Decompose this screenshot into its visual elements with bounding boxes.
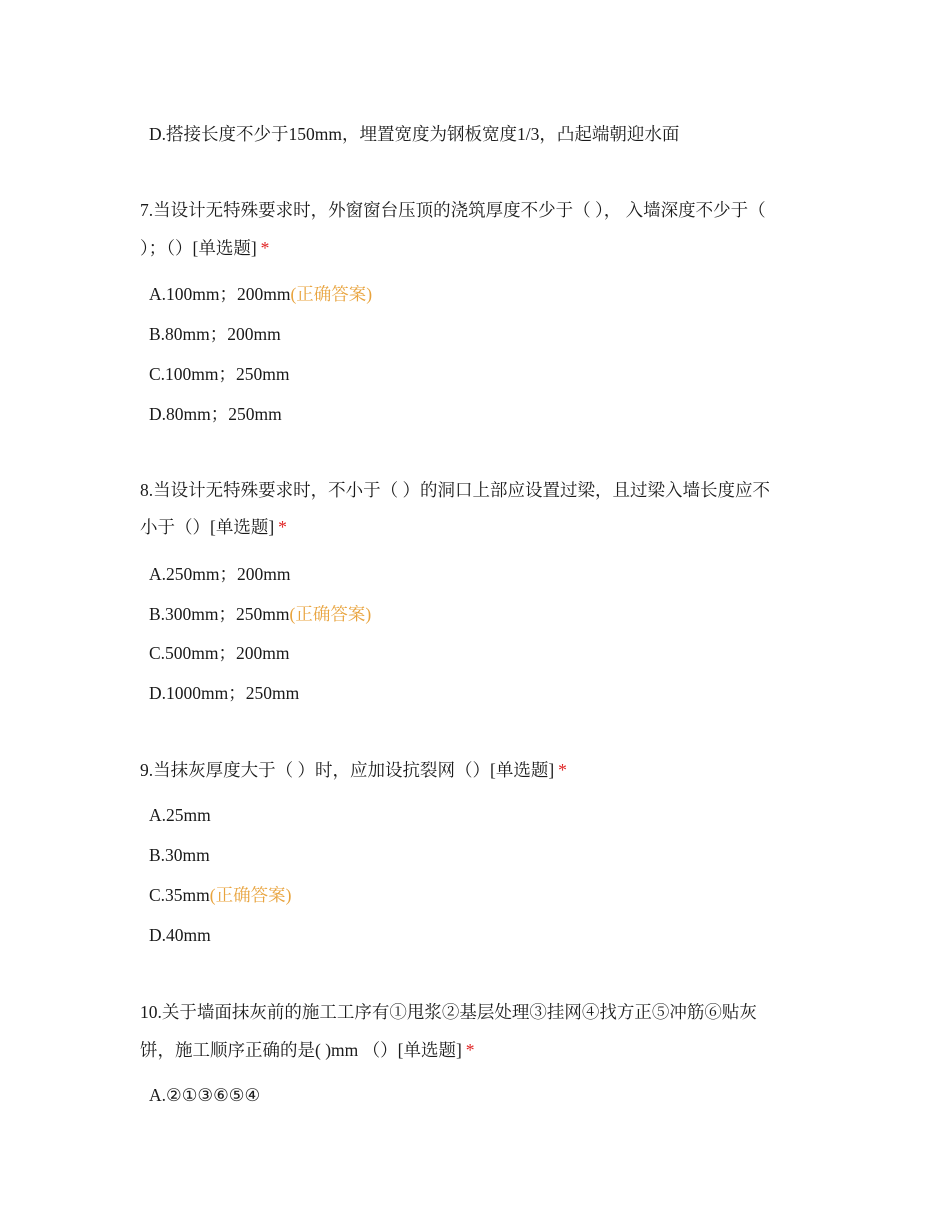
- option-item: [149, 363, 290, 385]
- option-item: [149, 844, 210, 866]
- option-item: [149, 603, 371, 625]
- option-item: [149, 884, 291, 906]
- option-label: D.80mm；250mm: [149, 404, 282, 424]
- question-10-text-line1: 10.关于墙面抹灰前的施工工序有①甩浆②基层处理③挂网④找方正⑤冲筋⑥贴灰: [140, 1002, 757, 1022]
- option-label: D.40mm: [149, 925, 211, 945]
- question-7-text-line2: ）；（）[单选题] *: [140, 238, 270, 258]
- correct-answer-mark: (正确答案): [290, 284, 373, 304]
- option-label: B.80mm；200mm: [149, 324, 281, 344]
- option-item: [149, 123, 679, 145]
- question-8-text-line1: 8.当设计无特殊要求时，不小于（ ）的洞口上部应设置过梁，且过梁入墙长度应不: [140, 480, 770, 500]
- option-label: A.250mm；200mm: [149, 564, 291, 584]
- question-8-text-line2: 小于（）[单选题] *: [140, 517, 287, 537]
- option-item: [149, 642, 290, 664]
- option-item: [149, 323, 281, 345]
- option-item: [149, 403, 282, 425]
- question-7-text-line1: 7.当设计无特殊要求时，外窗窗台压顶的浇筑厚度不少于（ ）， 入墙深度不少于（: [140, 200, 766, 220]
- required-mark: *: [465, 1040, 475, 1060]
- option-label: C.100mm；250mm: [149, 364, 290, 384]
- option-label: B.30mm: [149, 845, 210, 865]
- required-mark: *: [558, 760, 567, 780]
- option-label: A.25mm: [149, 805, 211, 825]
- required-mark: *: [260, 238, 270, 258]
- option-item: [149, 682, 299, 704]
- option-item: [149, 924, 211, 946]
- option-label: B.300mm；250mm: [149, 604, 290, 624]
- option-item: [149, 1084, 260, 1106]
- option-label: A.100mm；200mm: [149, 284, 291, 304]
- option-label: A.②①③⑥⑤④: [149, 1085, 261, 1105]
- option-label: D.1000mm；250mm: [149, 683, 300, 703]
- option-label: C.500mm；200mm: [149, 643, 290, 663]
- option-label: C.35mm: [149, 885, 210, 905]
- correct-answer-mark: (正确答案): [209, 885, 292, 905]
- option-item: [149, 563, 290, 585]
- question-10-text-line2: 饼，施工顺序正确的是( )mm （）[单选题] *: [140, 1040, 475, 1060]
- correct-answer-mark: (正确答案): [289, 604, 372, 624]
- required-mark: *: [278, 517, 287, 537]
- option-item: [149, 804, 211, 826]
- option-item: [149, 283, 372, 305]
- question-9-text-line1: 9.当抹灰厚度大于（ ）时，应加设抗裂网（）[单选题] *: [140, 760, 567, 780]
- option-label: D.搭接长度不少于150mm，埋置宽度为钢板宽度1/3，凸起端朝迎水面: [149, 124, 680, 144]
